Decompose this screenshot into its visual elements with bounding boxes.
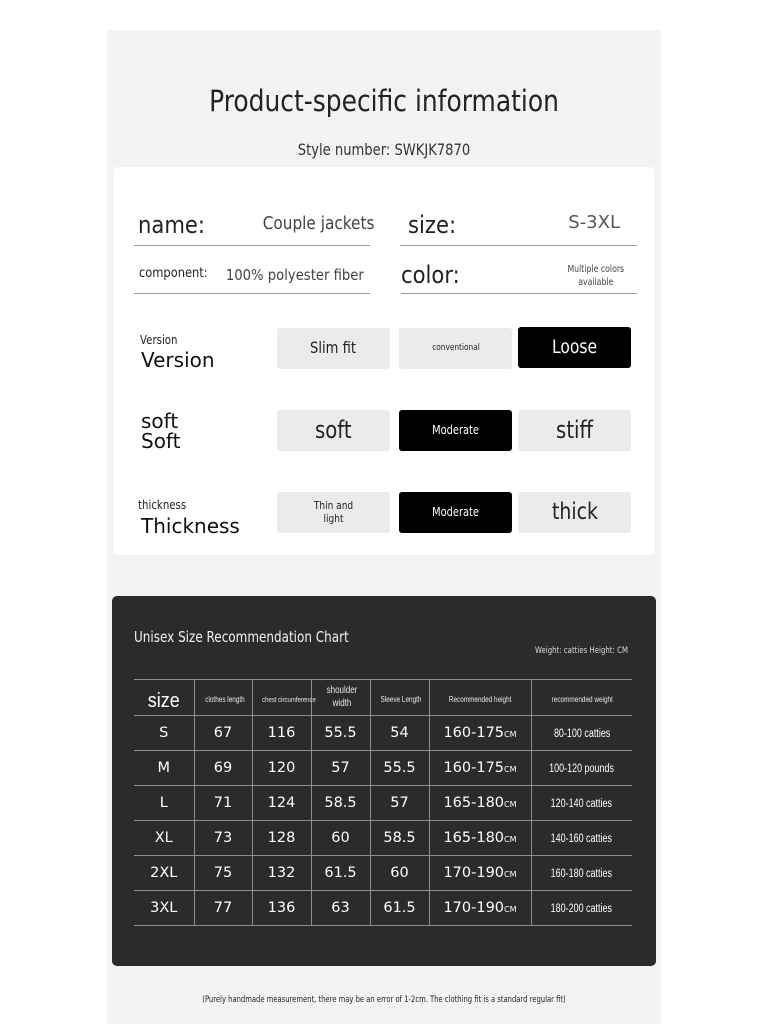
cell-shoulder: 60 [311,821,370,856]
cell-length: 75 [194,856,252,891]
soft-option-moderate[interactable]: Moderate [399,410,512,451]
table-row [134,751,632,786]
cell-size: M [157,760,170,776]
table-row [134,821,632,856]
cell-shoulder: 57 [311,751,370,786]
cell-sleeve: 61.5 [370,891,429,926]
version-option-conventional[interactable]: conventional [399,328,512,369]
cell-length: 71 [194,786,252,821]
size-chart-title: Unisex Size Recommendation Chart [134,628,349,646]
table-row [134,891,632,926]
cell-weight: 80-100 catties [531,716,632,751]
soft-option-stiff[interactable]: stiff [518,410,631,451]
thickness-option-thin-and-light[interactable]: Thin and light [277,492,390,533]
cell-size: 3XL [150,900,178,916]
version-option-slim-fit[interactable]: Slim fit [277,328,390,369]
component-label: component: [139,266,208,281]
cell-length: 73 [194,821,252,856]
thickness-option-thick[interactable]: thick [518,492,631,533]
cell-weight: 160-180 catties [531,856,632,891]
thickness-label-small: thickness [138,498,187,512]
page-title: Product-specific information [209,84,559,118]
soft-label-small: soft [141,409,179,433]
cell-weight: 140-160 catties [531,821,632,856]
color-underline [401,293,637,294]
component-underline [134,293,370,294]
style-number: Style number: SWKJK7870 [297,140,471,159]
cell-sleeve: 58.5 [370,821,429,856]
cell-height: 170-190CM [429,856,531,891]
header-clothes-length: clothes length [194,680,252,716]
cell-shoulder: 63 [311,891,370,926]
header-sleeve-length: Sleeve Length [370,680,429,716]
thickness-option-moderate[interactable]: Moderate [399,492,512,533]
size-chart-units: Weight: catties Height: CM [535,646,628,656]
name-value: Couple jackets [262,213,374,234]
soft-option-soft[interactable]: soft [277,410,390,451]
header-recommended-height: Recommended height [429,680,531,716]
table-row [134,716,632,751]
cell-size: L [159,795,168,811]
cell-size: 2XL [150,865,178,881]
header-recommended-weight: recommended weight [531,680,632,716]
cell-sleeve: 54 [370,716,429,751]
header-chest: chest circumference [252,680,311,716]
spec-card [114,167,654,555]
cell-height: 170-190CM [429,891,531,926]
cell-weight: 180-200 catties [531,891,632,926]
cell-size: S [159,725,169,741]
header-size: size [147,690,180,712]
size-value: S-3XL [568,212,620,233]
cell-sleeve: 57 [370,786,429,821]
cell-length: 77 [194,891,252,926]
color-label: color: [401,261,460,289]
cell-chest: 120 [252,751,311,786]
cell-chest: 132 [252,856,311,891]
cell-shoulder: 61.5 [311,856,370,891]
cell-shoulder: 55.5 [311,716,370,751]
cell-weight: 100-120 pounds [531,751,632,786]
size-table [134,679,632,926]
table-row [134,786,632,821]
color-value [567,263,624,289]
soft-label-large: Soft [141,429,181,453]
cell-height: 160-175CM [429,751,531,786]
cell-shoulder: 58.5 [311,786,370,821]
version-label-large: Version [141,348,215,372]
size-underline [400,245,637,246]
component-value: 100% polyester fiber [225,266,364,284]
table-row [134,856,632,891]
size-label: size: [408,211,457,239]
cell-chest: 128 [252,821,311,856]
cell-height: 165-180CM [429,821,531,856]
name-underline [134,245,370,246]
cell-weight: 120-140 catties [531,786,632,821]
version-option-loose[interactable]: Loose [518,327,631,368]
color-value-line2: available [578,277,614,288]
cell-height: 165-180CM [429,786,531,821]
cell-chest: 124 [252,786,311,821]
version-label-small: Version [140,333,178,347]
cell-sleeve: 55.5 [370,751,429,786]
cell-size: XL [154,830,173,846]
color-value-line1: Multiple colors [567,264,624,275]
name-label: name: [138,211,206,239]
cell-height: 160-175CM [429,716,531,751]
thickness-label-large: Thickness [141,514,240,538]
measurement-footnote: (Purely handmade measurement, there may be an error of 1-2cm. The clothing fit is a standard regular fit) [202,995,566,1005]
header-shoulder-width: shoulder width [311,680,370,716]
cell-chest: 116 [252,716,311,751]
size-table-header-row [134,680,632,716]
size-chart-panel [112,596,656,966]
cell-length: 67 [194,716,252,751]
cell-chest: 136 [252,891,311,926]
cell-length: 69 [194,751,252,786]
cell-sleeve: 60 [370,856,429,891]
